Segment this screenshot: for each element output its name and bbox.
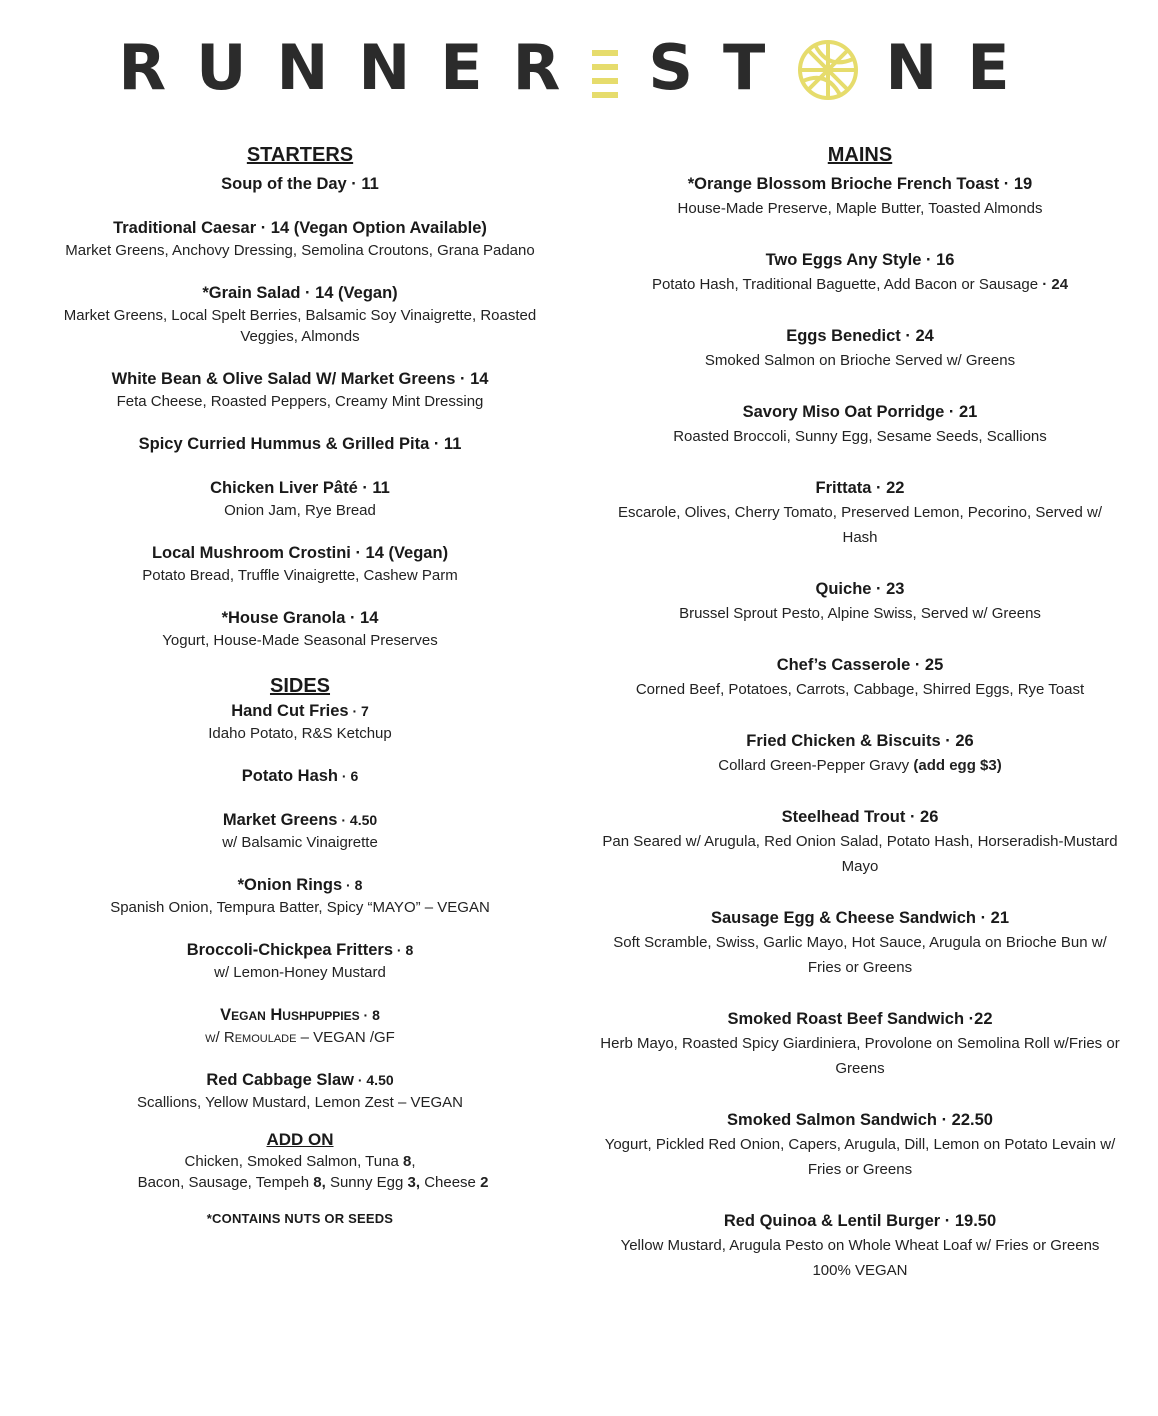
item-name: Spicy Curried Hummus & Grilled Pita · 11: [138, 435, 462, 453]
item-description: Market Greens, Local Spelt Berries, Balsamic Soy Vinaigrette, Roasted Veggies, Almonds: [63, 307, 537, 345]
menu-item: [60, 873, 540, 918]
item-name: White Bean & Olive Salad W/ Market Greens · 14: [111, 370, 489, 388]
item-description: Yellow Mustard, Arugula Pesto on Whole Wheat Loaf w/ Fries or Greens 100% VEGAN: [620, 1237, 1100, 1279]
menu-item: [60, 541, 540, 586]
menu-item: [60, 938, 540, 983]
item-name: Chef’s Casserole · 25: [776, 656, 944, 674]
menu-item: [60, 172, 540, 196]
menu-item: [60, 476, 540, 521]
left-column: [60, 142, 540, 1226]
menu-item: [60, 1068, 540, 1113]
item-description: Yogurt, Pickled Red Onion, Capers, Arugula, Dill, Lemon on Potato Levain w/ Fries or Greens: [604, 1136, 1116, 1178]
ampersand-icon: [590, 42, 622, 102]
menu-item: [60, 764, 540, 788]
menu-item: [600, 577, 1120, 626]
menu-item: [600, 248, 1120, 297]
item-description: Potato Bread, Truffle Vinaigrette, Cashew Parm: [142, 567, 458, 584]
menu-item: [600, 1108, 1120, 1182]
item-name: Traditional Caesar · 14 (Vegan Option Available): [113, 219, 487, 237]
item-name: Market Greens · 4.50: [222, 811, 378, 829]
menu-item: [600, 1007, 1120, 1081]
menu-item: [60, 432, 540, 456]
item-description: w/ Lemon-Honey Mustard: [214, 964, 386, 981]
brand-word-st: ST: [648, 31, 796, 104]
brand-word-ne: NE: [885, 31, 1040, 104]
item-description: Market Greens, Anchovy Dressing, Semolina Croutons, Grana Padano: [65, 242, 535, 259]
item-description: Soft Scramble, Swiss, Garlic Mayo, Hot Sauce, Arugula on Brioche Bun w/ Fries or Greens: [613, 934, 1107, 976]
item-description: Collard Green-Pepper Gravy (add egg $3): [718, 757, 1002, 774]
item-description: Yogurt, House-Made Seasonal Preserves: [162, 632, 438, 649]
item-name: Frittata · 22: [815, 479, 905, 497]
menu-item: [60, 216, 540, 261]
item-name: Red Quinoa & Lentil Burger · 19.50: [723, 1212, 997, 1230]
menu-item: [600, 172, 1120, 221]
starters-heading: STARTERS: [246, 144, 354, 166]
item-name: Two Eggs Any Style · 16: [765, 251, 955, 269]
menu-item: [60, 699, 540, 744]
item-name: *House Granola · 14: [221, 609, 379, 627]
item-name: Savory Miso Oat Porridge · 21: [742, 403, 978, 421]
menu-item: [60, 1003, 540, 1048]
item-name: Potato Hash · 6: [241, 767, 359, 785]
right-column: [600, 142, 1120, 1310]
item-name: Soup of the Day · 11: [221, 175, 379, 193]
menu-item: [600, 805, 1120, 879]
menu-item: [60, 367, 540, 412]
item-description: Corned Beef, Potatoes, Carrots, Cabbage, Shirred Eggs, Rye Toast: [635, 681, 1085, 698]
item-description: Smoked Salmon on Brioche Served w/ Greens: [704, 352, 1016, 369]
item-name: *Orange Blossom Brioche French Toast · 19: [687, 175, 1033, 193]
item-description: Onion Jam, Rye Bread: [224, 502, 376, 519]
item-description: w/ Balsamic Vinaigrette: [222, 834, 378, 851]
item-name: Chicken Liver Pâté · 11: [210, 479, 390, 497]
item-name: Fried Chicken & Biscuits · 26: [746, 732, 974, 750]
menu-item: [600, 906, 1120, 980]
menu-item: [60, 808, 540, 853]
item-name: Quiche · 23: [815, 580, 905, 598]
menu-item: [600, 400, 1120, 449]
item-description: Feta Cheese, Roasted Peppers, Creamy Mint Dressing: [116, 393, 484, 410]
item-description: Pan Seared w/ Arugula, Red Onion Salad, Potato Hash, Horseradish-Mustard Mayo: [602, 833, 1118, 875]
item-description: w/ Remoulade – VEGAN /GF: [205, 1029, 395, 1046]
menu-item: [60, 281, 540, 347]
addon-heading: ADD ON: [266, 1130, 334, 1149]
addon-line: Chicken, Smoked Salmon, Tuna 8,: [184, 1153, 416, 1170]
item-description: Brussel Sprout Pesto, Alpine Swiss, Served w/ Greens: [679, 605, 1041, 622]
menu-item: [60, 606, 540, 651]
item-name: Broccoli-Chickpea Fritters · 8: [186, 941, 414, 959]
item-description: Roasted Broccoli, Sunny Egg, Sesame Seeds, Scallions: [673, 428, 1047, 445]
sun-icon: [795, 37, 861, 103]
item-description: Spanish Onion, Tempura Batter, Spicy “MAYO” – VEGAN: [110, 899, 490, 916]
item-name: *Onion Rings · 8: [237, 876, 363, 894]
item-name: Smoked Roast Beef Sandwich ·22: [727, 1010, 993, 1028]
item-description: Herb Mayo, Roasted Spicy Giardiniera, Provolone on Semolina Roll w/Fries or Greens: [600, 1035, 1120, 1077]
item-name: Vegan Hushpuppies · 8: [220, 1006, 380, 1024]
menu-item: [600, 476, 1120, 550]
item-name: Steelhead Trout · 26: [781, 808, 939, 826]
sides-heading: SIDES: [269, 675, 331, 697]
item-name: Local Mushroom Crostini · 14 (Vegan): [151, 544, 449, 562]
menu-item: [600, 324, 1120, 373]
item-name: *Grain Salad · 14 (Vegan): [202, 284, 398, 302]
item-name: Sausage Egg & Cheese Sandwich · 21: [710, 909, 1009, 927]
menu-item: [600, 729, 1120, 778]
menu-item: [600, 1209, 1120, 1283]
item-name: Smoked Salmon Sandwich · 22.50: [727, 1111, 993, 1129]
mains-heading: MAINS: [827, 144, 893, 166]
item-description: Scallions, Yellow Mustard, Lemon Zest – VEGAN: [137, 1094, 463, 1111]
item-name: Hand Cut Fries · 7: [231, 702, 369, 720]
item-description: Potato Hash, Traditional Baguette, Add Bacon or Sausage · 24: [651, 276, 1069, 293]
menu-item: [600, 653, 1120, 702]
item-name: Eggs Benedict · 24: [786, 327, 934, 345]
addon-line: Bacon, Sausage, Tempeh 8, Sunny Egg 3, Cheese 2: [137, 1174, 489, 1191]
item-description: House-Made Preserve, Maple Butter, Toasted Almonds: [677, 200, 1043, 217]
brand-logo: [0, 28, 1158, 108]
item-description: Idaho Potato, R&S Ketchup: [208, 725, 392, 742]
item-name: Red Cabbage Slaw · 4.50: [206, 1071, 394, 1089]
footnote: *CONTAINS NUTS OR SEEDS: [206, 1211, 394, 1226]
brand-word-runner: RUNNER: [118, 31, 591, 104]
item-description: Escarole, Olives, Cherry Tomato, Preserved Lemon, Pecorino, Served w/ Hash: [617, 504, 1103, 546]
